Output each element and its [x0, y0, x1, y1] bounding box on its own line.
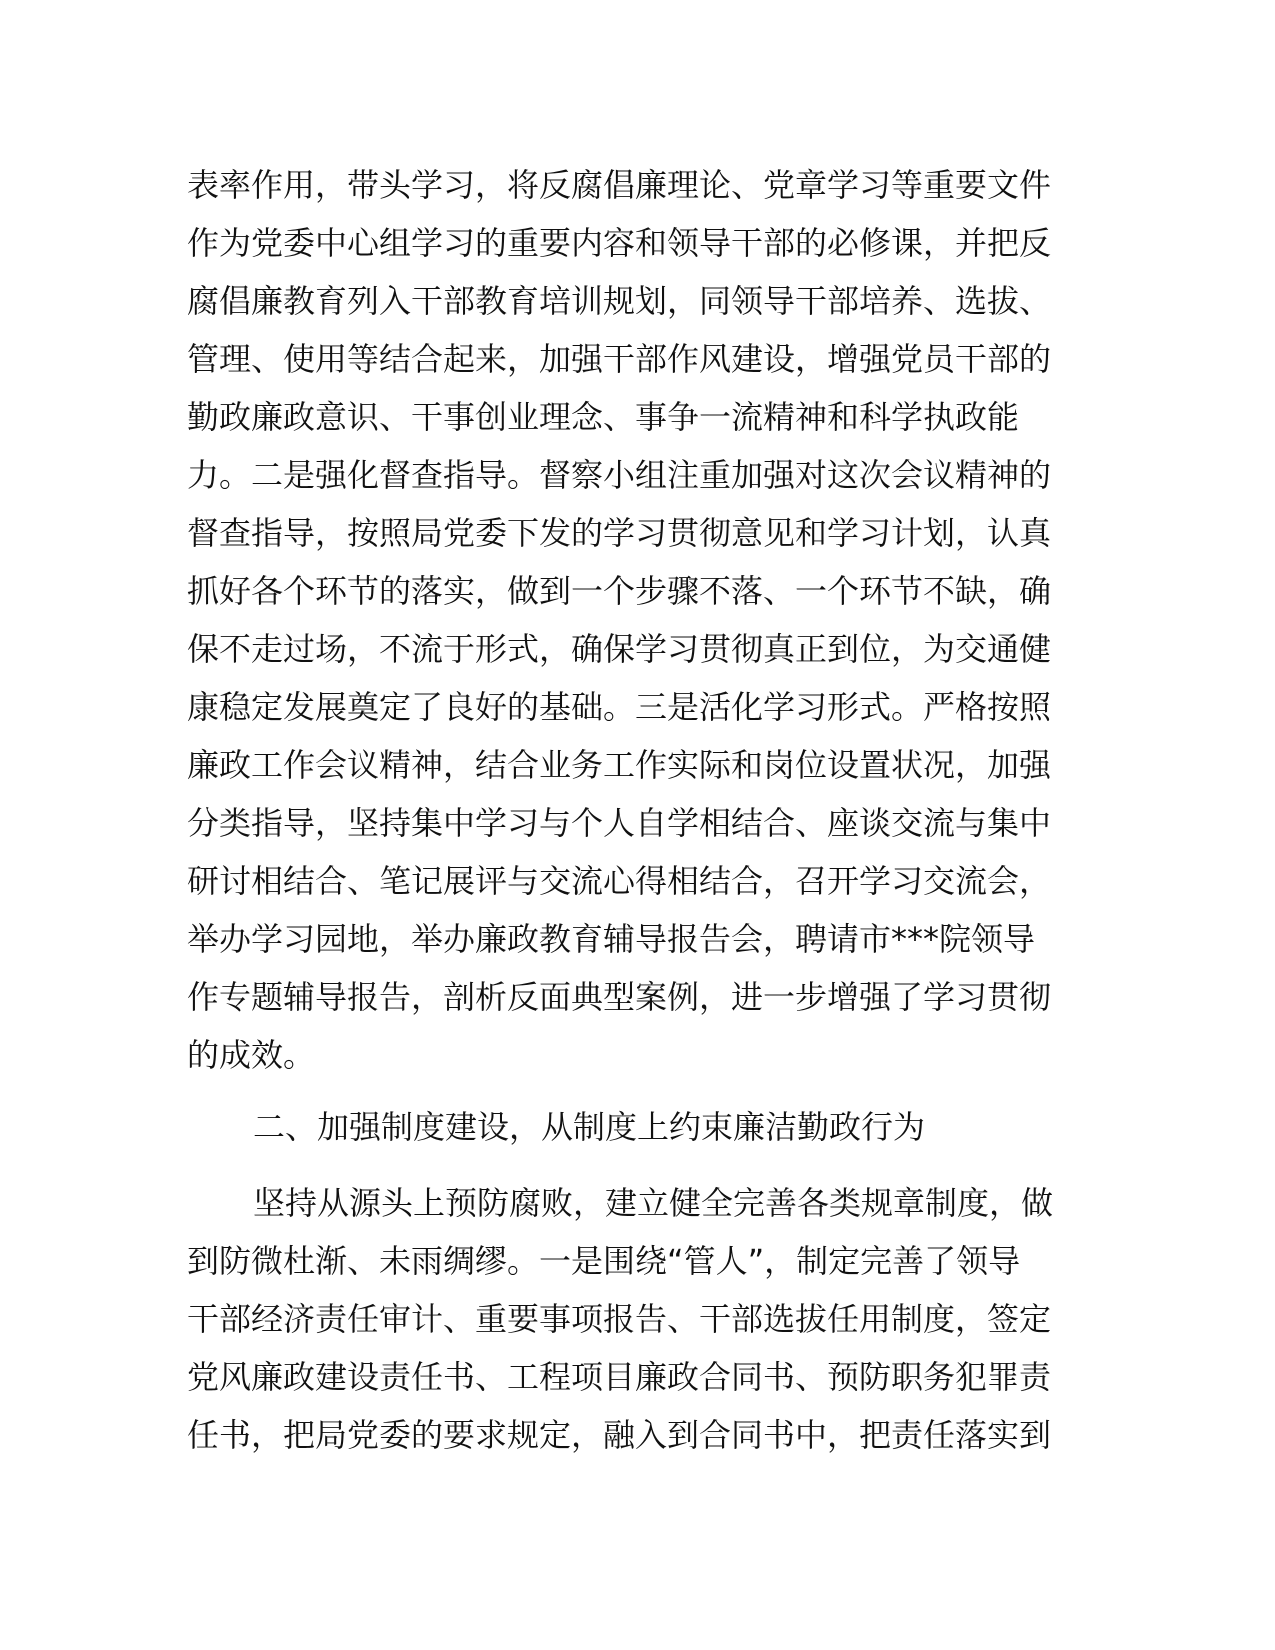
paragraph: [187, 1174, 1092, 1464]
text-line: 到防微杜渐、未雨绸缪。一是围绕“管人”，制定完善了领导: [187, 1242, 1021, 1280]
text-line: 表率作用，带头学习，将反腐倡廉理论、党章学习等重要文件: [187, 166, 1052, 204]
text-line: 研讨相结合、笔记展评与交流心得相结合，召开学习交流会，: [187, 862, 1052, 900]
text-line: 分类指导，坚持集中学习与个人自学相结合、座谈交流与集中: [187, 804, 1052, 842]
text-line: 督查指导，按照局党委下发的学习贯彻意见和学习计划，认真: [187, 514, 1052, 552]
text-line: 举办学习园地，举办廉政教育辅导报告会，聘请市***院领导: [187, 920, 1036, 958]
text-line: 腐倡廉教育列入干部教育培训规划，同领导干部培养、选拔、: [187, 282, 1052, 320]
text-line: 勤政廉政意识、干事创业理念、事争一流精神和科学执政能: [187, 398, 1020, 436]
text-line: 抓好各个环节的落实，做到一个步骤不落、一个环节不缺，确: [187, 572, 1052, 610]
text-line: 党风廉政建设责任书、工程项目廉政合同书、预防职务犯罪责: [187, 1358, 1052, 1396]
section-heading-text: 二、加强制度建设，从制度上约束廉洁勤政行为: [253, 1108, 926, 1146]
text-line: 管理、使用等结合起来，加强干部作风建设，增强党员干部的: [187, 340, 1052, 378]
text-line: 康稳定发展奠定了良好的基础。三是活化学习形式。严格按照: [187, 688, 1052, 726]
text-line: 作专题辅导报告，剖析反面典型案例，进一步增强了学习贯彻: [187, 978, 1052, 1016]
text-line: 廉政工作会议精神，结合业务工作实际和岗位设置状况，加强: [187, 746, 1052, 784]
text-line: 干部经济责任审计、重要事项报告、干部选拔任用制度，签定: [187, 1300, 1052, 1338]
text-line: 作为党委中心组学习的重要内容和领导干部的必修课，并把反: [187, 224, 1052, 262]
text-line: 保不走过场，不流于形式，确保学习贯彻真正到位，为交通健: [187, 630, 1052, 668]
text-line: 的成效。: [187, 1036, 316, 1074]
text-line: 任书，把局党委的要求规定，融入到合同书中，把责任落实到: [187, 1416, 1052, 1454]
text-line: 坚持从源头上预防腐败，建立健全完善各类规章制度，做: [253, 1184, 1054, 1222]
text-line: 力。二是强化督查指导。督察小组注重加强对这次会议精神的: [187, 456, 1052, 494]
paragraph-continuation: [187, 156, 1092, 1084]
section-heading: [187, 1098, 1092, 1156]
